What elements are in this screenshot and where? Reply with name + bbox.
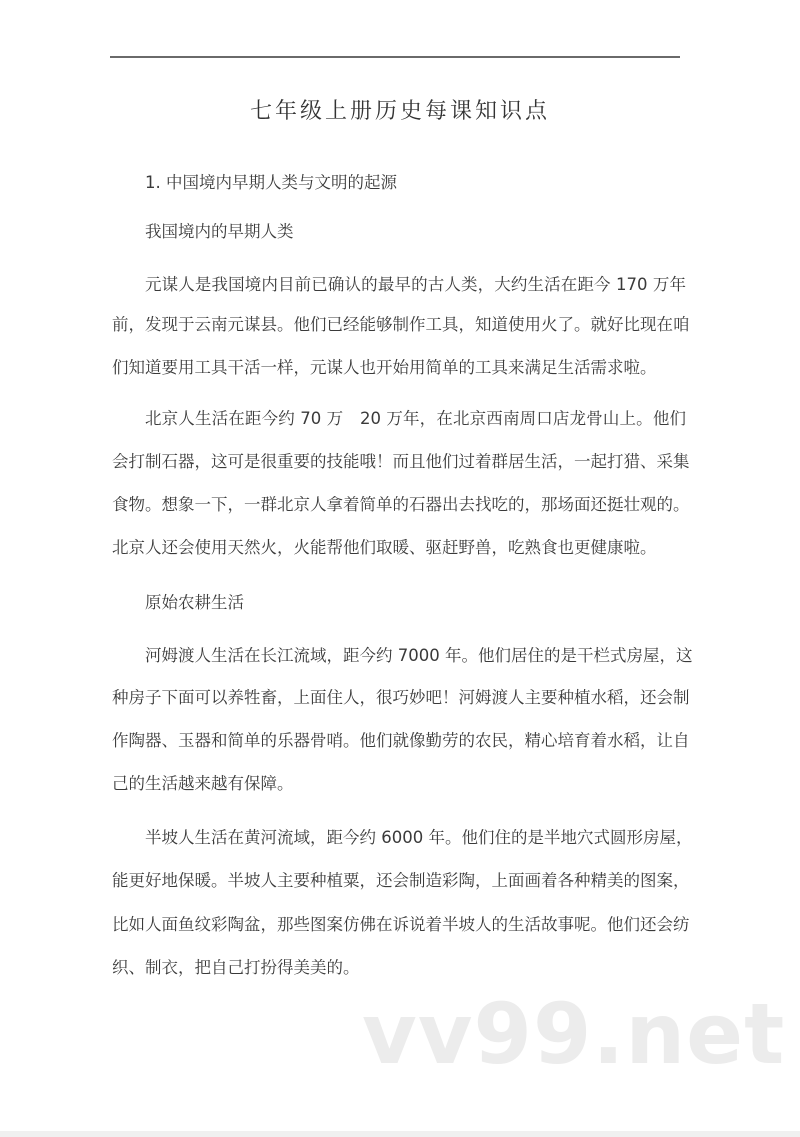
paragraph-line: 们知道要用工具干活一样，元谋人也开始用简单的工具来满足生活需求啦。 bbox=[112, 358, 657, 377]
subheading-agriculture: 原始农耕生活 bbox=[145, 593, 244, 612]
paragraph-line: 比如人面鱼纹彩陶盆，那些图案仿佛在诉说着半坡人的生活故事呢。他们还会纺 bbox=[112, 915, 690, 934]
subheading-early-humans: 我国境内的早期人类 bbox=[145, 222, 294, 241]
paragraph-line: 种房子下面可以养牲畜，上面住人，很巧妙吧！河姆渡人主要种植水稻，还会制 bbox=[112, 688, 690, 707]
paragraph-line: 半坡人生活在黄河流域，距今约 6000 年。他们住的是半地穴式圆形房屋， bbox=[145, 828, 693, 847]
paragraph-line: 前，发现于云南元谋县。他们已经能够制作工具，知道使用火了。就好比现在咱 bbox=[112, 315, 690, 334]
paragraph-line: 织、制衣，把自己打扮得美美的。 bbox=[112, 958, 360, 977]
document-title: 七年级上册历史每课知识点 bbox=[249, 99, 550, 124]
header-rule bbox=[110, 56, 680, 58]
section-heading: 1. 中国境内早期人类与文明的起源 bbox=[145, 173, 397, 192]
paragraph-line: 元谋人是我国境内目前已确认的最早的古人类，大约生活在距今 170 万年 bbox=[145, 275, 686, 294]
page-bottom-edge bbox=[0, 1131, 800, 1137]
paragraph-line: 北京人还会使用天然火，火能帮他们取暖、驱赶野兽，吃熟食也更健康啦。 bbox=[112, 538, 657, 557]
watermark: vv99.net bbox=[362, 985, 786, 1083]
paragraph-line: 北京人生活在距今约 70 万 20 万年，在北京西南周口店龙骨山上。他们 bbox=[145, 409, 686, 428]
paragraph-line: 能更好地保暖。半坡人主要种植粟，还会制造彩陶，上面画着各种精美的图案， bbox=[112, 871, 690, 890]
paragraph-line: 会打制石器，这可是很重要的技能哦！而且他们过着群居生活，一起打猎、采集 bbox=[112, 452, 690, 471]
paragraph-line: 食物。想象一下，一群北京人拿着简单的石器出去找吃的，那场面还挺壮观的。 bbox=[112, 495, 690, 514]
paragraph-line: 作陶器、玉器和简单的乐器骨哨。他们就像勤劳的农民，精心培育着水稻，让自 bbox=[112, 731, 690, 750]
paragraph-line: 河姆渡人生活在长江流域，距今约 7000 年。他们居住的是干栏式房屋，这 bbox=[145, 646, 693, 665]
paragraph-line: 己的生活越来越有保障。 bbox=[112, 774, 294, 793]
